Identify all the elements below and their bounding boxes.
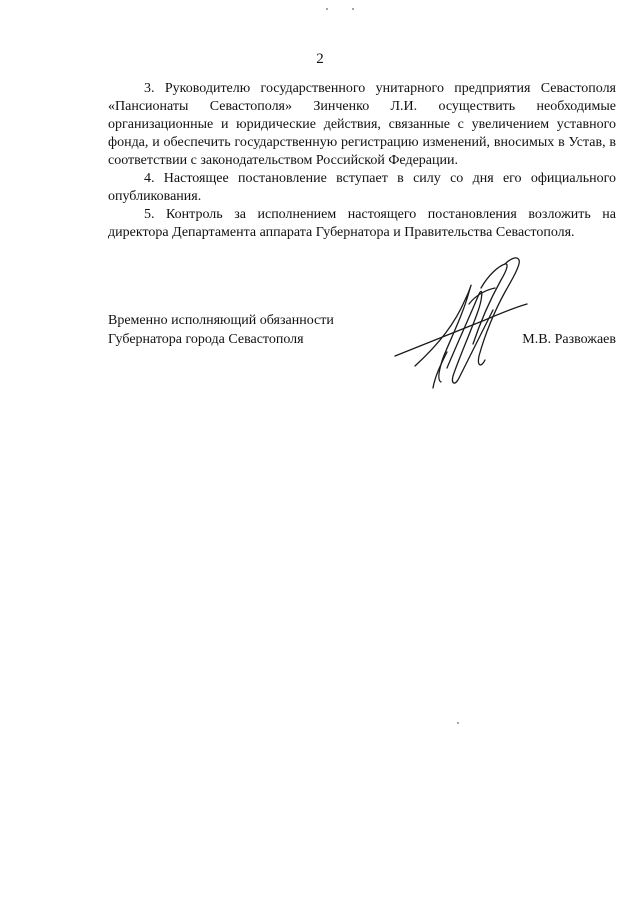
scan-speck — [326, 8, 328, 10]
scan-speck — [457, 722, 459, 724]
paragraph-4: 4. Настоящее постановление вступает в силу со дня его официального опубликования. — [108, 171, 616, 204]
scan-speck — [352, 8, 354, 10]
handwritten-signature-icon — [385, 248, 535, 398]
signature-block — [108, 311, 616, 349]
paragraph-5: 5. Контроль за исполнением настоящего постановления возложить на директора Департамента аппарата Губернатора и Правительства Севастополя. — [108, 207, 616, 240]
page-number: 2 — [316, 51, 324, 67]
signatory-title-line1: Временно исполняющий обязанности — [108, 313, 334, 328]
signatory-name: М.В. Развожаев — [522, 332, 616, 347]
paragraph-3: 3. Руководителю государственного унитарного предприятия Севастополя «Пансионаты Севастополя» Зинченко Л.И. осуществить необходимые организационные и юридические действия, связанные с увеличением уставного фонда, и обеспечить государственную регистрацию изменений, вносимых в Устав, в соответствии с законодательством Российской Федерации. — [108, 81, 616, 168]
signatory-title-line2: Губернатора города Севастополя — [108, 332, 304, 347]
document-body — [108, 80, 616, 242]
